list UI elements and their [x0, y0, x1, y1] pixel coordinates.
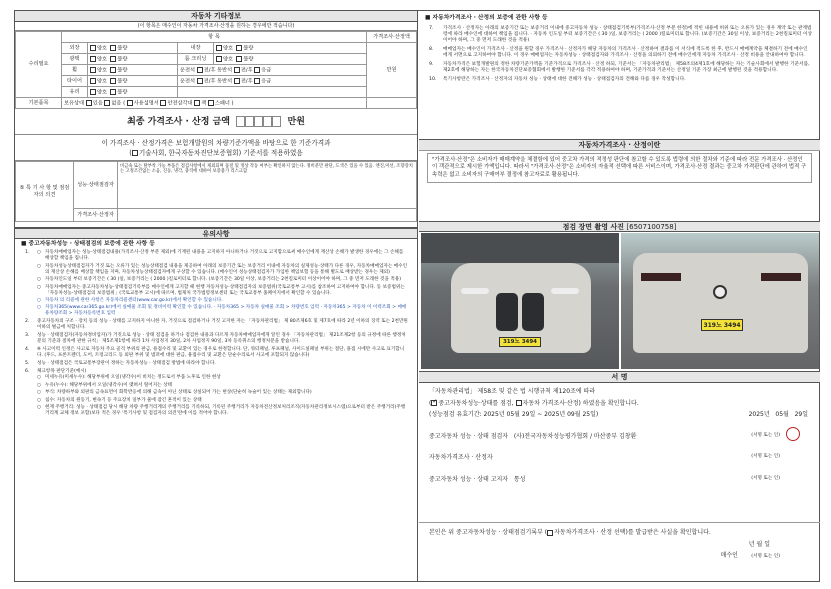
final-price-label: 최종 가격조사 · 산정 금액 [127, 117, 230, 127]
row-opts: 양호 불량 [88, 87, 178, 98]
note-item: 6. 체크항목 판단기준(예시) ○ 미세누유(미세누수): 해당부위에 오일(냉각수)이 비치는 정도로서 부품 노후로 인한 현상 ○ 누유(누수): 해당부위에서 오일(냉각수)이 맺혀서 떨어지는 상태 ○ 부식: 차량하부와 외판의 금속표면이 화학반응에 의해 금속이 아닌 상태로 상실되어 가는 현상(단순히 녹슬어 있는 상태는 제외합니다) ○ 침수: 자동차의 원동기, 변속기 등 주요장치 일부가 물에 잠긴 흔적이 있는 상태 ○ 현재 주행거리: 성능 · 상태점검 당시 해당 차량 주행거리계의 주행거리를 기록하되, 기록된 주행거리가 자동차전산정보처리조직(자동차관리정보시스템)으로부터 받은 주행거리(주행거리계 교체 정보 포함)보다 적은 경우 '특기사항 및 점검자의 의견'란에 이를 적어야 합니다. [25, 369, 406, 417]
notifier-name: 통성 [513, 475, 526, 483]
notes-list [15, 250, 417, 417]
header-price: 가격조사·산정액 [367, 32, 417, 43]
header-item: 항 목 [62, 32, 367, 43]
checkbox[interactable] [110, 45, 116, 51]
right-column [419, 11, 820, 581]
checkbox[interactable] [216, 45, 222, 51]
inspector-label: 성능·상태점검자 [74, 162, 118, 209]
sign-law: 「자동차관리법」 제58조 및 같은 법 시행규칙 제120조에 따라 [429, 388, 596, 395]
note-item: 3. 성능 · 상태점검자(자동차정비업자)가 거짓으로 성능 · 상태 점검을 하거나 점검한 내용과 다르게 자동차매매업자에게 알린 경우 「자동차관리법」 제21조제2항 등의 규정에 따른 행정처분의 기준과 절차에 관한 규칙」 제5조제1항에 따라 1차 사업정지 30일, 2차 사업정지 90일, 3차 등록취소의 행정처분을 받습니다. [25, 333, 406, 345]
row-extra-label: 내장 [178, 43, 214, 54]
row-opts: 양호 불량 [88, 65, 178, 76]
definition-text: "가격조사·산정"은 소비자가 매매계약을 체결함에 있어 중고차 가격의 적정성 판단에 참고할 수 있도록 법령에 의한 절차와 기준에 따라 전문 가격조사 · 산정인이 객관적으로 제시한 가액입니다. 따라서 "가격조사·산정"은 소비자의 자율적 선택에 따른 서비스이며, 가격조사·산정 결과는 중고차 가격판단에 관하여 법적 구속력은 없고 소비자의 구매여부 결정에 참고자료로 활용됩니다. [427, 153, 812, 183]
checkbox[interactable] [110, 78, 116, 84]
sign-section: 서 명 「자동차관리법」 제58조 및 같은 법 시행규칙 제120조에 따라 ( ✓ 중고자동차성능·상태를 점검, 자동차 가격조사·산정) 하였음을 확인합니다. (성능점검 유효기간: 2025년 05월 29일 ~ 2025년 09월 25일) 2025년 05월 29일 중고자동차 성능 · 상태 점검자 (사)전국자동차성능평가협회 / 마산중부 김창환 (서명 또는 인) 자동차가격조사 · 산정자 (서명 또는 인) 중고자동차 성능 · 상태 고지자 통성 (서명 또는 인) 본인은 위 중고자동차성능 · 상태점검기록부 ( 자동차가격조사 · 산정 선택)를 발급받은 사실을 확인합니다. 년 월 일 매수인 (서명 또는 인) [419, 371, 820, 581]
row-label: 휠 [62, 65, 88, 76]
row-extra-opts: 양호 불량 [214, 43, 367, 54]
appraiser-label: 가격조사·산정자 [74, 208, 118, 221]
price-basis: 이 가격조사 · 산정가격은 보험개발원의 차량기준가액을 바탕으로 한 기준가격과 ( 기술사회, 한국자동차진단보증협회) 기준서를 적용하였음 [15, 135, 417, 161]
front-photo [421, 233, 619, 369]
row-label: 유리 [62, 87, 88, 98]
checkbox[interactable] [516, 400, 522, 406]
inspection-record-page [14, 10, 820, 582]
checkbox[interactable] [90, 89, 96, 95]
left-column [15, 11, 418, 581]
row-extra-label: 룸 크리닝 [178, 54, 214, 65]
row-label: 외장 [62, 43, 88, 54]
checkbox[interactable] [90, 45, 96, 51]
final-price-unit: 만원 [287, 117, 305, 127]
checkbox[interactable] [90, 56, 96, 62]
repair-table [15, 31, 417, 109]
note-item: 7. 가격조사 · 산정자는 아래의 보증기간 또는 보증거리 이내에 중고자동차 성능 · 상태점검기록부(가격조사·산정 부분 한정)에 적힌 내용에 허위 또는 오류가 있는 경우 계약 또는 관계법령에 따라 매수인에 대하여 책임을 집니다. · 자동차 인도일 부터 보증기간은 ( 30 )일, 보증거리는 ( 2000 )킬로미터로 합니다. (보증기간은 30일 이상, 보증거리는 2천킬로미터 이상이어야 하며, 그 중 먼저 도래한 것을 적용) [429, 26, 812, 44]
checkbox[interactable] [90, 78, 96, 84]
checkbox[interactable] [254, 67, 260, 73]
buyer-label: 매수인 [720, 552, 738, 559]
seal-stamp [786, 427, 800, 441]
row-label: 타이어 [62, 76, 88, 87]
row-opts: 양호 불량 [88, 76, 178, 87]
row-label: 광택 [62, 54, 88, 65]
final-price-row [15, 109, 417, 135]
inspector-text: 비금속 또는 탈부착 가능 부품은 점검사항에서 제외되며 품질 및 정상 작동 여부는 확인하지 않는다. 정비분만 판단, 도색은 있을 수 있음. 엔진,미션, 조향장치는 고정조건없는 소음, 진동, 냉각, 충격에 대하여 보증불가 리스크함 [118, 162, 417, 209]
row-seats: 운전석 전/후 동반석 전/후 응급 [178, 76, 367, 87]
plate-rear: 319노 3494 [701, 319, 743, 331]
notes-title: 유의사항 [15, 228, 417, 239]
appraisal-notes [419, 24, 820, 82]
perf-inspector-name: (사)전국자동차성능평가협회 / 마산중부 김창환 [513, 432, 637, 440]
plate-front: 319노 3494 [499, 337, 541, 347]
checkbox[interactable] [110, 56, 116, 62]
checkbox[interactable] [160, 100, 166, 106]
checkbox[interactable] [90, 67, 96, 73]
appraisal-section-title: ■ 자동차가격조사 · 산정의 보증에 관한 사항 등 [425, 15, 548, 21]
other-info-title: 자동차 기타정보 [15, 11, 417, 22]
checkbox[interactable] [216, 56, 222, 62]
checkbox[interactable] [132, 150, 138, 156]
note-item: 5. 성능 · 상태점검은 국토교통부장관이 정하는 자동차성능 · 상태점검 방법에 따라야 합니다. [25, 361, 216, 367]
checkbox[interactable] [110, 89, 116, 95]
checkbox[interactable] [208, 100, 214, 106]
photo-title: 점검 장면 촬영 사진 [6507100758] [419, 221, 820, 232]
checkbox[interactable] [197, 78, 203, 84]
special-notes-table [15, 161, 417, 222]
repair-label: 수리필요 [16, 32, 62, 98]
note-item: 8. 매매업자는 매수인이 가격조사 · 산정을 원할 경우 가격조사 · 산정자가 해당 자동차의 가격조사 · 산정하여 결과를 이 서식에 적도록 한 후, 반드시 매매계약을 체결하기 전에 매수인에게 서면으로 고지하여야 합니다. 이 경우 매매업자는 자동차성능 · 상태점검자와 가격조사 · 산정을 의뢰하기 전에 매수인에게 자동차 가격조사 · 산정 비용을 안내하여야 합니다. [429, 47, 808, 59]
perf-inspector-label: 중고자동차 성능 · 상태 점검자 [429, 432, 509, 440]
row-extra-opts: 양호 불량 [214, 54, 367, 65]
checkbox[interactable] [197, 67, 203, 73]
receipt: 본인은 위 중고자동차성능 · 상태점검기록부 ( 자동차가격조사 · 산정 선택)를 발급받은 사실을 확인합니다. 년 월 일 매수인 (서명 또는 인) [419, 522, 820, 566]
row-opts: 양호 불량 [88, 43, 178, 54]
notes-section [15, 227, 417, 417]
checkbox[interactable] [104, 100, 110, 106]
checkbox[interactable] [236, 45, 242, 51]
checkbox[interactable] [234, 67, 240, 73]
checkbox-checked[interactable]: ✓ [432, 398, 438, 405]
checkbox[interactable] [236, 56, 242, 62]
special-label: ⑤ 특 기 사 항 및 점검자의 의견 [16, 162, 74, 222]
checkbox[interactable] [234, 78, 240, 84]
note-item: 1. ○ 자동차매매업자는 성능·상태점검내용(가격조사·산정 부분 제외)에 기재된 내용을 고지하지 아니하거나 거짓으로 고지함으로써 매수인에게 재산상 손해가 발생한 경우에는 그 손해를 배상할 책임을 집니다. ○ 자동차성능상태점검자가 거짓 또는 오류가 있는 성능상태점검 내용을 제공하여 아래의 보증기간 또는 보증거리 이내에 자동차의 실제성능·상태가 다른 경우, 자동차매매업자는 매수인의 재산상 손해를 배상할 책임을 지며, 자동차성능상태점검자에게 구상할 수 있습니다. (매수인이 성능상태점검자가 가입한 책임보험 등을 통해 별도로 배상받는 경우는 제외) ○ 자동차인도일 부터 보증기간은 ( 30 )일, 보증거리는 ( 2000 )킬로미터로 합니다. (보증기간은 30일 이상, 보증거리는 2천킬로미터 이상이어야 하며, 그 중 먼저 도래한 것을 적용) ○ 자동차매매업자는 중고자동차성능·상태점검기록부를 매수인에게 고지할 때 현행 자동차성능·상태점검자의 보증범위(국토교통부 고시)를 참조하여 고지하여야 합니다. 동 보증범위는 「자동차성능·상태점검의 보증범위」(국토교통부 고시)에 따르며, 법제처 국가법령정보센터 또는 국토교통부 홈페이지에서 확인할 수 있습니다. ○ 자동차 의 리콜에 관한 사항은 자동차리콜센터(www.car.go.kr)에서 확인할 수 있습니다. ○ 자동차365(www.car365.go.kr)에서 실매물 조회 및 정비이력 확인할 수 있습니다. · 자동차365 > 자동차 실매물 조회 > 차량번호 입력 · 자동차365 > 자동차 이 이력조회 > 매매용차량조회 > 자동차등록번호 입력 [25, 250, 408, 317]
row-seats: 운전석 전/후 동반석 전/후 응급 [178, 65, 367, 76]
basic-items: 보유상태 있음 없음 ( 사용설명서 안전삼각대 잭 스패너 ) [62, 98, 367, 109]
note-item: 2. 중고자동차의 구조 · 장치 등의 성능 · 상태를 고지하지 아니한 자, 거짓으로 점검하거나 거짓 고지한 자는 「자동차관리법」 제 80조제6호 및 제7호에 따라 2년 이하의 징역 또는 2천만원 이하의 벌금에 처합니다. [25, 319, 408, 331]
checkbox[interactable] [127, 100, 133, 106]
appraiser-label: 자동차가격조사 · 산정자 [429, 454, 493, 461]
checkbox[interactable] [254, 78, 260, 84]
note-item: 9. 자동차가격은 보험개발원의 정한 차량기준가액을 기준가격으로 가격조사 · 산정 하되, 기준서는 「자동차관리법」 제58조의4제1호에 해당하는 자는 기술사회에서 발행한 기준서를, 제2호에 해당하는 자는 한국자동차진단보증협회에서 발행한 기준서를 각각 적용하여야 하며, 기준가격과 기준서는 산정일 기준 가장 최근에 발행된 것을 적용합니다. [429, 61, 810, 73]
checkbox[interactable] [547, 530, 553, 536]
checkbox[interactable] [110, 67, 116, 73]
valid-period: (성능점검 유효기간: 2025년 05월 29일 ~ 2025년 09월 25일) [429, 411, 599, 418]
other-info-subtitle: (이 항목은 매수인이 자동차 가격조사·산정을 원하는 경우에만 적습니다) [15, 22, 417, 31]
sign-title: 서 명 [419, 372, 820, 383]
price-unit: 만원 [367, 43, 417, 98]
note-item: 10. 특기사항란은 가격조사 · 산정자의 자동차 성능 · 상태에 대한 견해가 성능 · 상태점검자의 견해와 다를 경우 작성합니다. [429, 76, 686, 82]
note-item: 4. ※ 사고이력 인정은 사고로 자동차 주요 골격 부위의 판금, 용접수리 및 교환이 있는 경우로 한정합니다. 단, 쿼터패널, 루프패널, 사이드실패널 부위는 절단, 용접 시에만 사고로 표기합니다. (후드, 프론트펜더, 도어, 트렁크리드 등 외판 부위 및 범퍼에 대한 판금, 용접수리 및 교환은 단순수리로서 사고에 포함되지 않습니다) [25, 347, 405, 359]
basic-label: 기본품목 [16, 98, 62, 109]
notifier-label: 중고자동차 성능 · 상태 고지자 [429, 475, 509, 483]
checkbox[interactable] [194, 100, 200, 106]
row-opts: 양호 불량 [88, 54, 178, 65]
definition-title: 자동차가격조사 · 산정이란 [419, 140, 820, 151]
notes-section-title: ■ 중고자동차성능 · 상태점검의 보증에 관한 사항 등 [21, 241, 155, 247]
rear-photo [621, 233, 819, 369]
checkbox[interactable] [86, 100, 92, 106]
